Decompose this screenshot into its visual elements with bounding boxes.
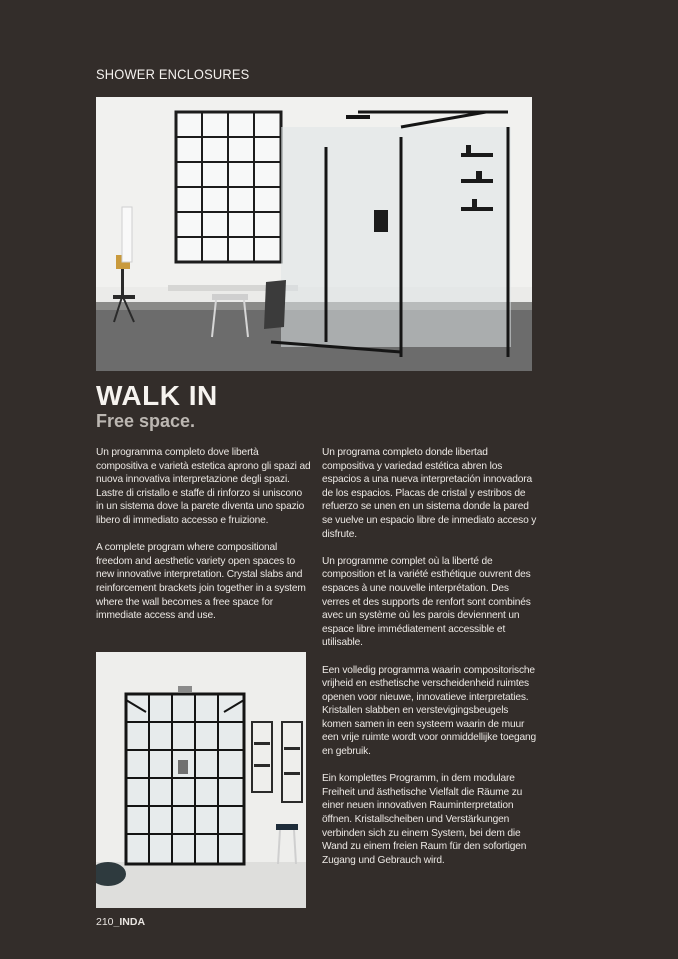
paragraph-spanish: Un programa completo donde libertad compositiva y variedad estética abren los espacios a una nueva interpretación innovadora de los espacios. Placas de cristal y estribos de refuerzo se unen en un sistema donde la pared se vuelve un espacio libre de inmediato acceso y disfrute. bbox=[322, 447, 537, 540]
glass-panel bbox=[281, 127, 511, 347]
text-column-left bbox=[96, 446, 311, 636]
paragraph-german: Ein komplettes Programm, in dem modulare Freiheit und ästhetische Vielfalt die Räume zu einer neuen innovativen Rauminterpretation öffnen. Kristallscheiben und Verstärkungen verbinden sich zu einem System, bei dem die Wand zu einem freien Raum für den sofortigen Zugang und Gebrauch wird. bbox=[322, 773, 527, 866]
paragraph-english: A complete program where compositional freedom and aesthetic variety open spaces to new innovative interpretation. Crystal slabs and reinforcement brackets join together in a system where the wall becomes a free space for immediate access and use. bbox=[96, 542, 306, 622]
footer-separator: _ bbox=[113, 916, 120, 928]
page-footer bbox=[96, 916, 145, 928]
paragraph-dutch: Een volledig programma waarin compositorische vrijheid en esthetische verscheidenheid ruimtes openen voor nieuwe, innovatieve interpretaties. Kristallen slabben en verstevigingsbeugels komen samen in een systeem waarin de muur een vrije ruimte wordt voor onmiddellijke toegang en gebruik. bbox=[322, 664, 537, 758]
paragraph-french: Un programme complet où la liberté de composition et la variété esthétique ouvrent des espaces à une nouvelle interprétation. Des verres et des supports de renfort sont combinés avec un système où les parois deviennent un espace libre immédiatement accessible et utilisable. bbox=[322, 555, 531, 649]
paragraph-italian: Un programma completo dove libertà compositiva e varietà estetica aprono gli spazi ad nuova innovativa interpretazione degli spazi. Lastre di cristallo e staffe di rinforzo si uniscono in un sistema dove la parete diventa uno spazio libero di immediato accesso e fruizione. bbox=[96, 447, 311, 526]
brand-logo: INDA bbox=[119, 916, 146, 928]
hero-photo bbox=[96, 97, 532, 371]
section-label: SHOWER ENCLOSURES bbox=[96, 66, 250, 82]
product-photo bbox=[96, 652, 306, 908]
page-number: 210 bbox=[96, 916, 114, 928]
text-column-right bbox=[322, 446, 537, 881]
page-subtitle: Free space. bbox=[96, 411, 196, 431]
page-title: WALK IN bbox=[96, 380, 218, 411]
